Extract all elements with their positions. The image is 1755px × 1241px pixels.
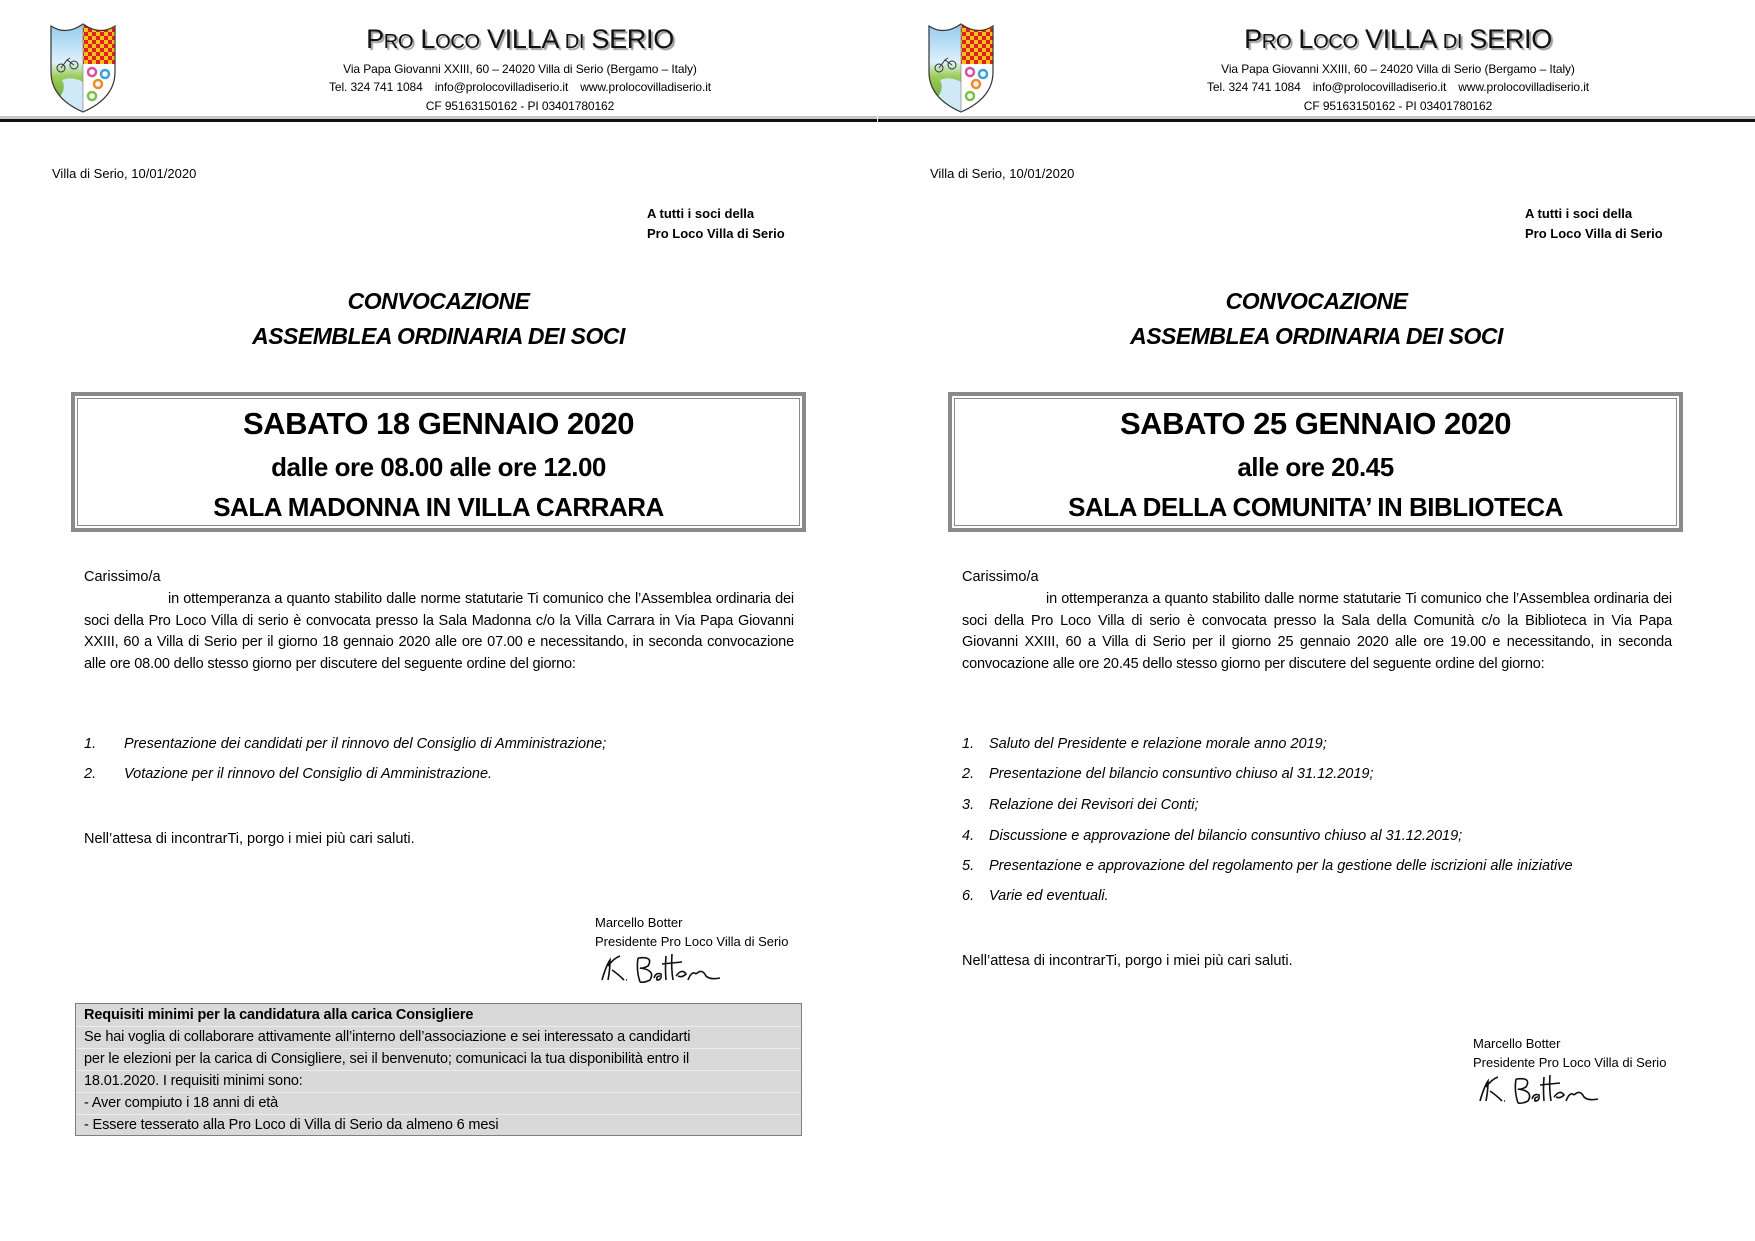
handwritten-signature [596,952,726,986]
letterhead-tax-ids: CF 95163150162 - PI 03401780162 [425,99,615,113]
recipient-line: Pro Loco Villa di Serio [1525,226,1663,241]
recipient-line: Pro Loco Villa di Serio [647,226,785,241]
pro-loco-shield-logo [48,20,118,114]
requirements-box [75,1003,802,1136]
requirements-line: 18.01.2020. I requisiti minimi sono: [84,1073,303,1089]
requirements-title: Requisiti minimi per la candidatura alla carica Consigliere [84,1007,474,1023]
header-rule-dark [0,119,877,122]
event-box [71,392,806,532]
letterhead-phone: Tel. 324 741 1084 [328,80,423,94]
heading-convocation: CONVOCAZIONE [1225,288,1408,314]
agenda-item: 1. Presentazione dei candidati per il rinnovo del Consiglio di Amministrazione; [84,736,607,752]
handwritten-signature [1474,1073,1604,1107]
event-venue: SALA DELLA COMUNITA’ IN BIBLIOTECA [1068,492,1563,522]
letterhead-tax-ids: CF 95163150162 - PI 03401780162 [1303,99,1493,113]
greeting: Carissimo/a [962,569,1039,585]
pro-loco-shield-logo [926,20,996,114]
event-box [948,392,1683,532]
greeting: Carissimo/a [84,569,161,585]
letterhead-address: Via Papa Giovanni XXIII, 60 – 24020 Villa di Serio (Bergamo – Italy) [1221,62,1575,76]
signer-name: Marcello Botter [595,915,683,930]
letterhead-website[interactable]: www.prolocovilladiserio.it [1458,80,1590,94]
recipient-line: A tutti i soci della [1525,206,1633,221]
letterhead-email[interactable]: info@prolocovilladiserio.it [1312,80,1447,94]
agenda-item: 5. Presentazione e approvazione del regolamento per la gestione delle iscrizioni alle iniziative [962,858,1573,874]
recipient-line: A tutti i soci della [647,206,755,221]
event-date: SABATO 18 GENNAIO 2020 [243,406,634,441]
signer-role: Presidente Pro Loco Villa di Serio [1473,1055,1667,1070]
heading-assembly: ASSEMBLEA ORDINARIA DEI SOCI [252,323,625,349]
event-time: alle ore 20.45 [1237,452,1394,482]
heading-convocation: CONVOCAZIONE [347,288,530,314]
letterhead-website[interactable]: www.prolocovilladiserio.it [580,80,712,94]
letterhead-contacts [140,80,900,94]
heading-assembly: ASSEMBLEA ORDINARIA DEI SOCI [1130,323,1503,349]
signer-role: Presidente Pro Loco Villa di Serio [595,934,789,949]
letterhead-title: PRO LOCO VILLA DI SERIO [1244,24,1552,54]
letterhead-email[interactable]: info@prolocovilladiserio.it [434,80,569,94]
letterhead-phone: Tel. 324 741 1084 [1206,80,1301,94]
letterhead-contacts [1018,80,1755,94]
letter-date: Villa di Serio, 10/01/2020 [52,166,197,181]
agenda-item: 2. Votazione per il rinnovo del Consiglio di Amministrazione. [84,766,493,782]
letter-page-1 [0,0,877,1241]
requirements-line: per le elezioni per la carica di Consigliere, sei il benvenuto; comunicaci la tua disponibilità entro il [84,1051,690,1067]
letterhead-address: Via Papa Giovanni XXIII, 60 – 24020 Villa di Serio (Bergamo – Italy) [343,62,697,76]
body-paragraph: in ottemperanza a quanto stabilito dalle norme statutarie Ti comunico che l’Assemblea ordinaria dei soci della Pro Loco Villa di serio è convocata presso la Sala della Comunità c/o la Biblioteca in Via Papa Giovanni XXIII, 60 a Villa di Serio per il giorno 25 gennaio 2020 alle ore 19.00 e necessitando, in seconda convocazione alle ore 20.45 dello stesso giorno per discutere del seguente ordine del giorno: [962,591,1672,672]
agenda-item: 1. Saluto del Presidente e relazione morale anno 2019; [962,736,1327,752]
event-date: SABATO 25 GENNAIO 2020 [1120,406,1511,441]
requirements-line: Se hai voglia di collaborare attivamente all’interno dell’associazione e sei interessato a candidarti [84,1029,691,1045]
agenda-item: 4. Discussione e approvazione del bilancio consuntivo chiuso al 31.12.2019; [962,828,1463,844]
body-paragraph: in ottemperanza a quanto stabilito dalle norme statutarie Ti comunico che l’Assemblea ordinaria dei soci della Pro Loco Villa di serio è convocata presso la Sala Madonna c/o la Villa Carrara in Via Papa Giovanni XXIII, 60 a Villa di Serio per il giorno 18 gennaio 2020 alle ore 07.00 e necessitando, in seconda convocazione alle ore 08.00 dello stesso giorno per discutere del seguente ordine del giorno: [84,591,794,672]
agenda-item: 6. Varie ed eventuali. [962,888,1109,904]
requirements-line: - Aver compiuto i 18 anni di età [84,1095,279,1111]
event-venue: SALA MADONNA IN VILLA CARRARA [213,492,664,522]
signer-name: Marcello Botter [1473,1036,1561,1051]
requirements-line: - Essere tesserato alla Pro Loco di Villa di Serio da almeno 6 mesi [84,1117,499,1133]
letter-date: Villa di Serio, 10/01/2020 [930,166,1075,181]
event-time: dalle ore 08.00 alle ore 12.00 [271,452,606,482]
agenda-item: 3. Relazione dei Revisori dei Conti; [962,797,1199,813]
letterhead-title: PRO LOCO VILLA DI SERIO [366,24,674,54]
closing-line: Nell’attesa di incontrarTi, porgo i miei più cari saluti. [84,831,415,847]
closing-line: Nell’attesa di incontrarTi, porgo i miei più cari saluti. [962,953,1293,969]
letter-page-2 [878,0,1755,1241]
header-rule-dark [878,119,1755,122]
agenda-item: 2. Presentazione del bilancio consuntivo chiuso al 31.12.2019; [962,766,1374,782]
